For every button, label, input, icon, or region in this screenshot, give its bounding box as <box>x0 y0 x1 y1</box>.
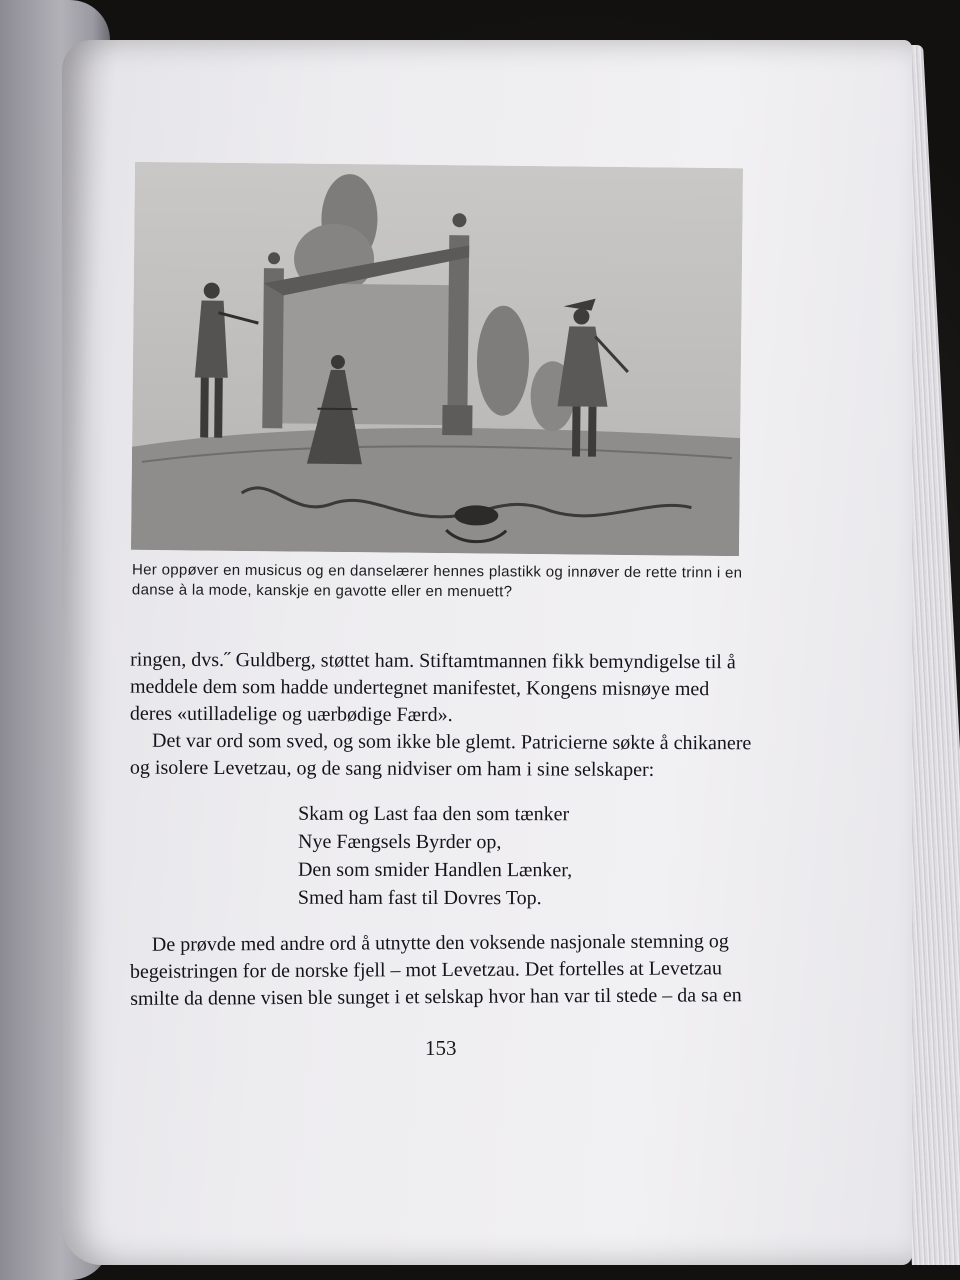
text-line: De prøvde med andre ord å utnytte den voksende nasjonale stemning og <box>151 930 729 956</box>
caption-line: danse à la mode, kanskje en gavotte eller en menuett? <box>131 581 513 601</box>
verse-line: Nye Fængsels Byrder op, <box>298 830 502 854</box>
paragraph <box>130 728 760 785</box>
text-line: smilte da denne visen ble sunget i et selskap hvor han var til stede – da sa en <box>130 984 742 1010</box>
verse-line: Skam og Last faa den som tænker <box>298 802 570 826</box>
paragraph <box>130 647 760 731</box>
verse <box>298 800 572 912</box>
verse-line: Den som smider Handlen Lænker, <box>297 858 573 882</box>
text-line: ringen, dvs.˝ Guldberg, støttet ham. Stiftamtmannen fikk bemyndigelse til å <box>130 648 736 674</box>
text-line: Det var ord som sved, og som ikke ble glemt. Patricierne søkte å chikanere <box>152 729 752 755</box>
paragraph <box>130 928 760 1013</box>
illustration-drawing <box>131 162 743 556</box>
text-line: meddele dem som hadde undertegnet manifestet, Kongens misnøye med <box>129 675 710 701</box>
text-line: og isolere Levetzau, og de sang nidviser om ham i sine selskaper: <box>129 756 655 781</box>
caption-line: Her oppøver en musicus og en danselærer hennes plastikk og innøver de rette trinn i en <box>132 561 743 582</box>
figure-caption <box>132 560 762 603</box>
verse-line: Smed ham fast til Dovres Top. <box>297 886 542 910</box>
page-number: 153 <box>425 1036 457 1060</box>
text-line: deres «utilladelige og uærbødige Færd». <box>129 702 453 727</box>
illustration <box>131 162 743 556</box>
text-line: begeistringen for de norske fjell – mot Levetzau. Det fortelles at Levetzau <box>129 957 723 983</box>
